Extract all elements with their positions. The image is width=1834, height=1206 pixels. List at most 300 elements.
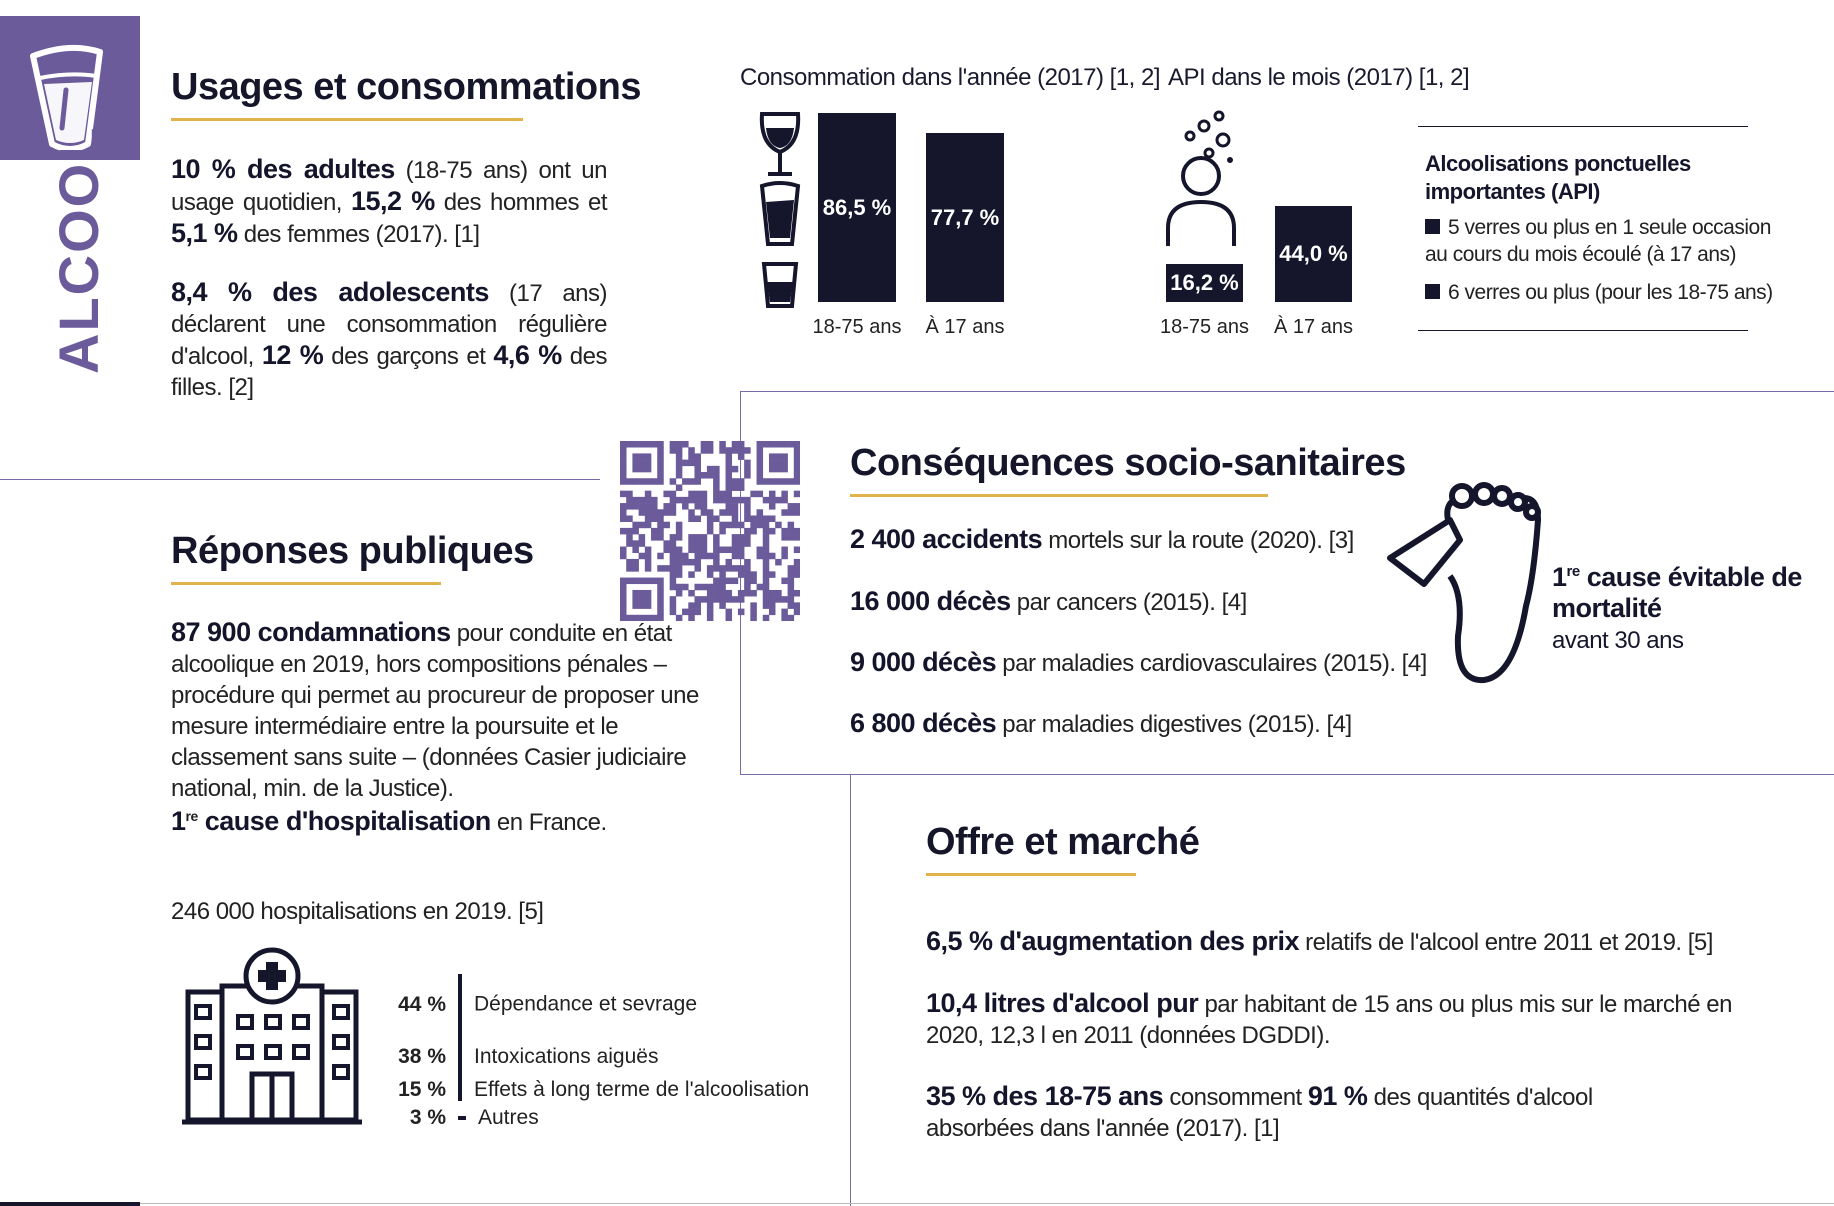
qr-module [694,609,701,616]
qr-module [763,596,770,603]
qr-module [732,484,739,491]
qr-module [726,578,733,585]
qr-module [620,441,627,448]
qr-module [750,609,757,616]
qr-module [719,528,726,535]
qr-module [769,460,776,467]
qr-module [713,484,720,491]
qr-module [769,590,776,597]
qr-module [757,441,764,448]
qr-module [726,615,733,621]
qr-module [676,484,683,491]
qr-module [713,559,720,566]
qr-module [744,578,751,585]
qr-module [738,565,745,572]
qr-module [676,497,683,504]
qr-module [750,528,757,535]
qr-module [788,503,795,510]
hospitalisation-row [380,1106,539,1130]
qr-module [781,553,788,560]
qr-module [657,584,664,591]
consequence-item-2: 16 000 décès par cancers (2015). [4] [850,586,1247,616]
qr-module [676,534,683,541]
chart-bar [1275,206,1352,302]
qr-module [757,553,764,560]
qr-module [732,565,739,572]
hospitalisation-percent: 44 % [398,992,446,1016]
qr-module [732,478,739,485]
qr-module [794,534,800,541]
qr-module [676,466,683,473]
qr-module [645,497,652,504]
qr-module [726,484,733,491]
qr-module [794,590,800,597]
qr-module [781,528,788,535]
qr-module [639,441,646,448]
qr-module [670,478,677,485]
qr-module [781,478,788,485]
qr-module [794,503,800,510]
qr-module [682,553,689,560]
consequence-item-1: 2 400 accidents mortels sur la route (2020). [3] [850,524,1354,554]
qr-module [757,453,764,460]
qr-module [670,491,677,498]
qr-module [726,447,733,454]
qr-module [719,491,726,498]
qr-module [781,453,788,460]
qr-module [645,553,652,560]
qr-module [794,453,800,460]
qr-module [639,453,646,460]
qr-module [632,528,639,535]
qr-module [645,441,652,448]
qr-module [694,453,701,460]
qr-module [694,472,701,479]
qr-module [663,503,670,510]
qr-module [663,547,670,554]
qr-module [769,466,776,473]
qr-module [763,534,770,541]
qr-module [688,453,695,460]
qr-module [788,522,795,529]
qr-module [794,441,800,448]
qr-module [769,491,776,498]
hospitalisation-bar [458,974,462,1036]
qr-module [719,441,726,448]
qr-module [694,596,701,603]
qr-module [632,578,639,585]
qr-module [639,590,646,597]
qr-module [645,509,652,516]
bottom-rule [140,1203,1834,1204]
consequence-item-4: 6 800 décès par maladies digestives (2015). [4] [850,708,1352,738]
qr-module [794,466,800,473]
qr-module [794,559,800,566]
qr-module [620,584,627,591]
qr-module [781,615,788,621]
qr-module [676,453,683,460]
api-legend-bottom-rule [1418,330,1748,331]
qr-module [688,559,695,566]
qr-module [763,559,770,566]
qr-module [632,522,639,529]
qr-module [694,584,701,591]
bottom-left-bar [0,1202,140,1206]
qr-module [694,466,701,473]
qr-module [719,565,726,572]
qr-module [676,553,683,560]
legend-square-icon [1425,284,1440,299]
qr-module [632,590,639,597]
qr-module [676,571,683,578]
qr-module [626,565,633,572]
qr-module [769,453,776,460]
qr-module [663,540,670,547]
qr-module [682,460,689,467]
qr-module [626,534,633,541]
qr-module [676,460,683,467]
qr-module [750,491,757,498]
qr-module [626,478,633,485]
qr-module [763,547,770,554]
qr-module [657,472,664,479]
qr-module [632,540,639,547]
qr-module [620,509,627,516]
qr-module [763,565,770,572]
qr-module [732,553,739,560]
qr-module [738,540,745,547]
qr-module [775,559,782,566]
qr-module [738,453,745,460]
offre-item-2: 10,4 litres d'alcool pur par habitant de 15 ans ou plus mis sur le marché en 2020, 12,3 l en 2011 (données DGDDI). [926,988,1733,1049]
qr-module [688,590,695,597]
qr-module [763,584,770,591]
qr-module [639,534,646,541]
hospitalisation-bar [458,1080,462,1101]
qr-module [757,491,764,498]
qr-module [657,534,664,541]
hospitalisation-label: Dépendance et sevrage [474,992,697,1016]
chart-category-label: 18-75 ans [812,316,902,338]
qr-module [688,460,695,467]
qr-module [670,441,677,448]
qr-module [788,596,795,603]
qr-module [657,596,664,603]
qr-module [744,584,751,591]
qr-module [744,534,751,541]
qr-module [788,441,795,448]
drinks-icon [756,110,806,310]
qr-module [670,596,677,603]
qr-module [645,602,652,609]
qr-module [713,497,720,504]
qr-module [620,602,627,609]
qr-module [769,553,776,560]
qr-module [707,571,714,578]
qr-module [701,547,708,554]
qr-module [670,540,677,547]
qr-module [732,441,739,448]
qr-module [769,602,776,609]
qr-module [626,515,633,522]
qr-module [701,553,708,560]
qr-module [744,472,751,479]
hospital-icon [182,946,362,1126]
qr-module [750,602,757,609]
qr-module [707,509,714,516]
qr-module [694,547,701,554]
qr-module [639,596,646,603]
qr-module [639,578,646,585]
chart-bar-value-label: 77,7 % [930,204,1000,230]
hospitalisation-row [380,974,697,1036]
qr-module [713,491,720,498]
qr-module [750,515,757,522]
qr-module [701,540,708,547]
qr-module [651,478,658,485]
qr-module [707,609,714,616]
chart-bar-value-label: 86,5 % [822,194,892,220]
qr-module [794,547,800,554]
qr-module [670,503,677,510]
qr-module [775,590,782,597]
qr-module [781,491,788,498]
divider-bottom-middle [850,774,851,1206]
qr-module [744,528,751,535]
qr-module [726,509,733,516]
qr-module [707,553,714,560]
qr-module [626,528,633,535]
qr-code[interactable] [620,441,800,621]
qr-module [719,602,726,609]
qr-module [707,590,714,597]
qr-module [781,596,788,603]
qr-module [794,478,800,485]
qr-module [707,522,714,529]
qr-module [713,596,720,603]
qr-module [676,472,683,479]
qr-module [620,596,627,603]
qr-module [788,528,795,535]
qr-module [707,602,714,609]
qr-module [769,596,776,603]
qr-module [651,441,658,448]
qr-module [670,497,677,504]
qr-module [713,578,720,585]
qr-module [726,596,733,603]
qr-module [694,491,701,498]
hospitalisation-label: Effets à long terme de l'alcoolisation [474,1078,810,1101]
qr-module [657,578,664,585]
qr-module [651,497,658,504]
qr-module [657,565,664,572]
qr-module [670,509,677,516]
qr-module [694,515,701,522]
qr-module [632,596,639,603]
qr-module [788,565,795,572]
qr-module [732,596,739,603]
qr-module [738,547,745,554]
foot-tag-icon [1386,476,1542,686]
qr-module [732,503,739,510]
qr-module [769,515,776,522]
qr-module [744,460,751,467]
qr-module [757,522,764,529]
qr-module [694,553,701,560]
qr-module [657,478,664,485]
qr-module [726,503,733,510]
qr-module [769,503,776,510]
qr-module [757,509,764,516]
qr-module [726,522,733,529]
qr-module [701,497,708,504]
qr-module [794,602,800,609]
qr-module [763,522,770,529]
chart-category-label: À 17 ans [1274,316,1353,338]
qr-module [763,602,770,609]
qr-module [657,602,664,609]
qr-module [682,584,689,591]
qr-module [738,590,745,597]
bubbles-person-icon [1160,110,1240,250]
qr-module [763,441,770,448]
qr-module [639,460,646,467]
qr-module [788,578,795,585]
qr-module [688,571,695,578]
qr-module [719,509,726,516]
hospitalisation-percent: 38 % [398,1045,446,1069]
qr-module [738,571,745,578]
qr-module [744,565,751,572]
offre-item-3: 35 % des 18-75 ans consomment 91 % des quantités d'alcool absorbées dans l'année (2017). [1] [926,1081,1593,1142]
chart-bar-value-label: 16,2 % [1170,270,1239,295]
section-vertical-label: ALCOOL [47,125,110,374]
qr-module [769,609,776,616]
qr-module [794,571,800,578]
qr-module [639,466,646,473]
qr-module [701,441,708,448]
qr-module [726,565,733,572]
qr-module [750,615,757,621]
qr-module [682,609,689,616]
qr-module [670,447,677,454]
qr-module [707,472,714,479]
qr-module [763,590,770,597]
qr-module [732,534,739,541]
qr-module [688,534,695,541]
qr-module [794,609,800,616]
qr-module [632,478,639,485]
qr-module [682,497,689,504]
qr-module [763,571,770,578]
qr-module [676,441,683,448]
chart-2-title: API dans le mois (2017) [1, 2] [1168,64,1470,91]
qr-module [726,466,733,473]
qr-module [781,609,788,616]
qr-module [694,460,701,467]
qr-module [701,534,708,541]
qr-module [794,460,800,467]
qr-module [757,466,764,473]
qr-module [694,478,701,485]
qr-module [657,441,664,448]
qr-module [713,590,720,597]
qr-module [651,509,658,516]
qr-module [738,553,745,560]
qr-module [726,472,733,479]
qr-module [732,497,739,504]
qr-module [769,441,776,448]
hospitalisation-bar [458,1116,466,1120]
qr-module [651,503,658,510]
qr-module [719,578,726,585]
reponses-title-underline [171,582,441,585]
qr-module [744,590,751,597]
qr-module [707,528,714,535]
qr-module [626,491,633,498]
qr-module [620,515,627,522]
qr-module [632,497,639,504]
qr-module [632,602,639,609]
reponses-paragraph-2: 1re cause d'hospitalisation en France. [171,806,607,836]
qr-module [651,534,658,541]
qr-module [757,472,764,479]
qr-module [701,503,708,510]
qr-module [794,491,800,498]
qr-module [657,590,664,597]
qr-module [769,571,776,578]
qr-module [769,528,776,535]
qr-module [620,447,627,454]
qr-module [769,497,776,504]
qr-module [738,478,745,485]
qr-module [688,540,695,547]
qr-module [657,553,664,560]
qr-module [670,571,677,578]
qr-module [794,565,800,572]
qr-module [645,478,652,485]
qr-module [663,522,670,529]
qr-module [775,497,782,504]
offre-title-underline [926,873,1136,876]
qr-module [713,584,720,591]
hospitalisation-bar [458,1031,462,1084]
qr-module [732,578,739,585]
qr-module [620,460,627,467]
qr-module [645,559,652,566]
qr-module [726,609,733,616]
qr-module [688,609,695,616]
qr-module [788,615,795,621]
qr-module [763,578,770,585]
qr-module [694,565,701,572]
chart-bar [818,113,896,302]
qr-module [713,472,720,479]
qr-module [781,578,788,585]
qr-module [670,547,677,554]
qr-module [682,559,689,566]
qr-module [645,547,652,554]
qr-module [632,453,639,460]
qr-module [701,447,708,454]
qr-module [794,472,800,479]
qr-module [626,503,633,510]
qr-module [663,565,670,572]
qr-module [670,565,677,572]
qr-module [626,540,633,547]
qr-module [775,453,782,460]
qr-module [639,503,646,510]
